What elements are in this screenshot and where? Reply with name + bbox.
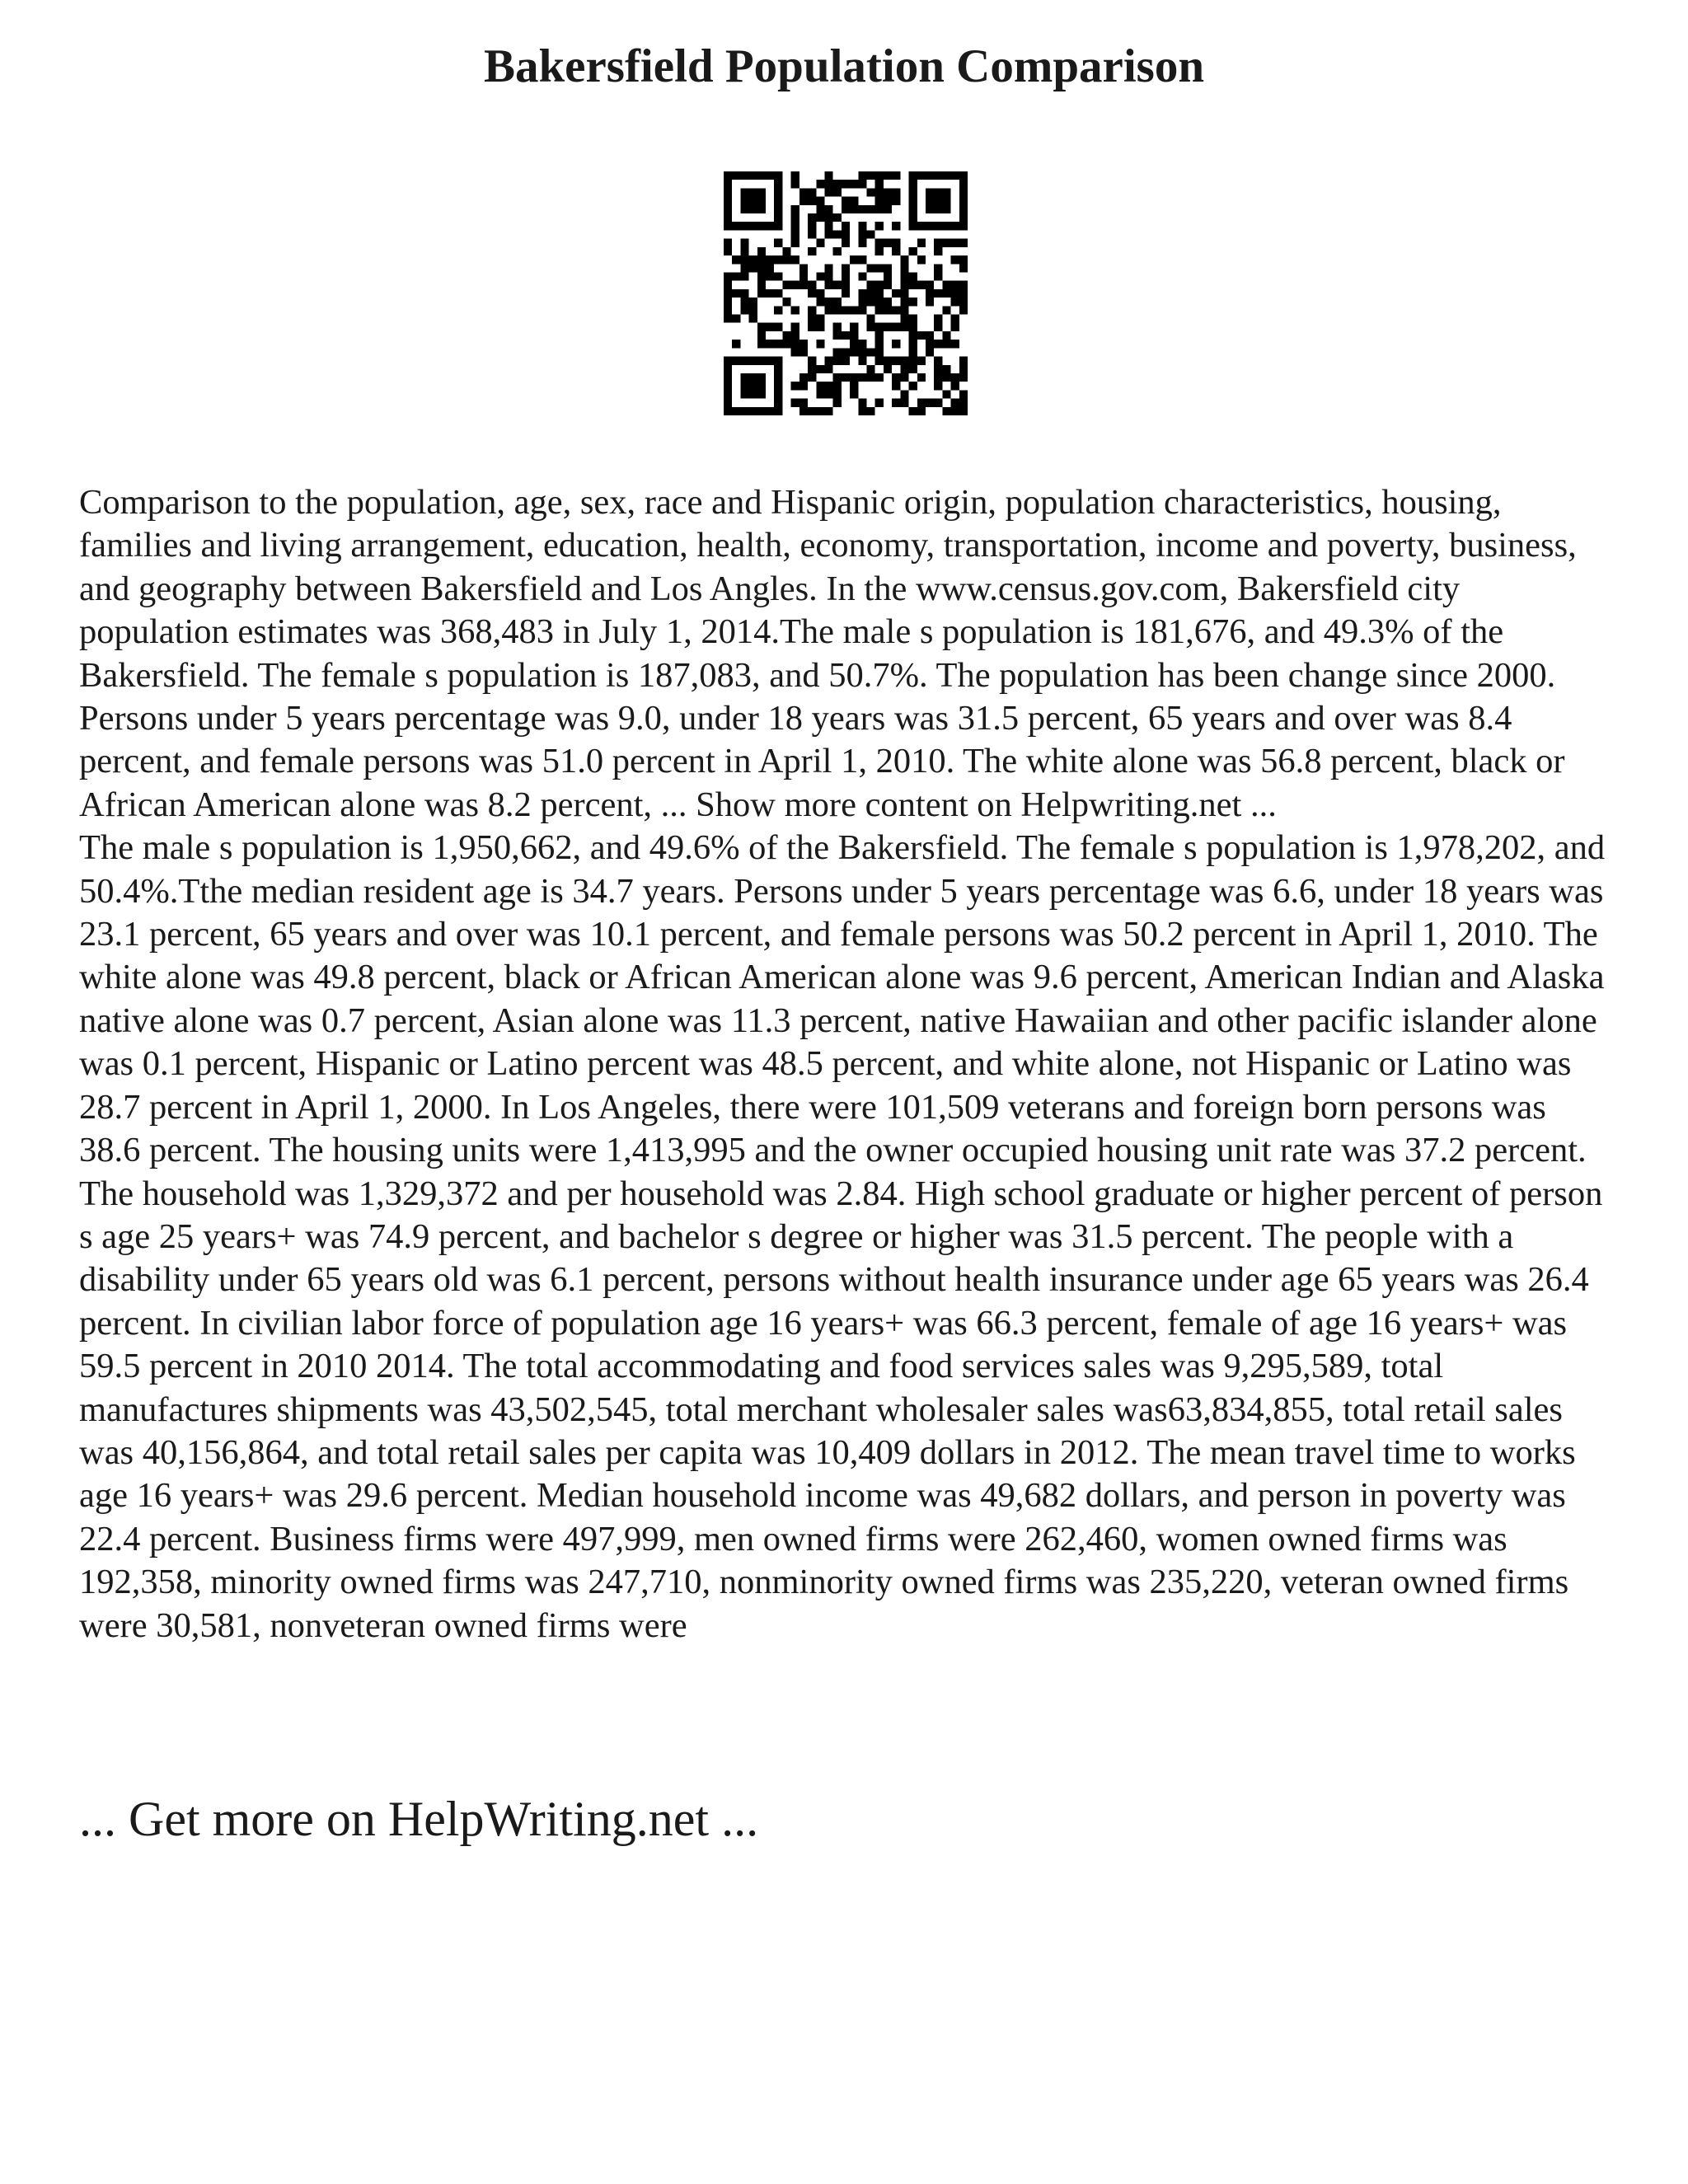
paragraph-los-angeles: The male s population is 1,950,662, and 49.6% of the Bakersfield. The female s population is 1,978,202, and 50.4%.Tthe median resident age is 34.7 years. Persons under 5 years percentage was 6.6, under 18 years was 23.1 percent, 65 years and over was 10.1 percent, and female persons was 50.2 percent in April 1, 2010. The white alone was 49.8 percent, black or African American alone was 9.6 percent, American Indian and Alaska native alone was 0.7 percent, Asian alone was 11.3 percent, native Hawaiian and other pacific islander alone was 0.1 percent, Hispanic or Latino percent was 48.5 percent, and white alone, not Hispanic or Latino was 28.7 percent in April 1, 2000. In Los Angeles, there were 101,509 veterans and foreign born persons was 38.6 percent. The housing units were 1,413,995 and the owner occupied housing unit rate was 37.2 percent. The household was 1,329,372 and per household was 2.84. High school graduate or higher percent of person s age 25 years+ was 74.9 percent, and bachelor s degree or higher was 31.5 percent. The people with a disability under 65 years old was 6.1 percent, persons without health insurance under age 65 years was 26.4 percent. In civilian labor force of population age 16 years+ was 66.3 percent, female of age 16 years+ was 59.5 percent in 2010 2014. The total accommodating and food services sales was 9,295,589, total manufactures shipments was 43,502,545, total merchant wholesaler sales was63,834,855, total retail sales was 40,156,864, and total retail sales per capita was 10,409 dollars in 2012. The mean travel time to works age 16 years+ was 29.6 percent. Median household income was 49,682 dollars, and person in poverty was 22.4 percent. Business firms were 497,999, men owned firms were 262,460, women owned firms was 192,358, minority owned firms was 247,710, nonminority owned firms was 235,220, veteran owned firms were 30,581, nonveteran owned firms were bbox=[79, 828, 1606, 1645]
get-more-link[interactable]: ... Get more on HelpWriting.net ... bbox=[79, 1792, 759, 1846]
page-title: Bakersfield Population Comparison bbox=[483, 40, 1205, 92]
article-body bbox=[79, 481, 1612, 1647]
qr-code-icon bbox=[724, 171, 968, 415]
paragraph-intro: Comparison to the population, age, sex, race and Hispanic origin, population characteristics, housing, families and living arrangement, education, health, economy, transportation, income and poverty, business, and geography between Bakersfield and Los Angles. In the www.census.gov.com, Bakersfield city population estimates was 368,483 in July 1, 2014.The male s population is 181,676, and 49.3% of the Bakersfield. The female s population is 187,083, and 50.7%. The population has been change since 2000. Persons under 5 years percentage was 9.0, under 18 years was 31.5 percent, 65 years and over was 8.4 percent, and female persons was 51.0 percent in April 1, 2010. The white alone was 56.8 percent, black or African American alone was 8.2 percent, ... Show more content on Helpwriting.net ... bbox=[79, 483, 1577, 824]
